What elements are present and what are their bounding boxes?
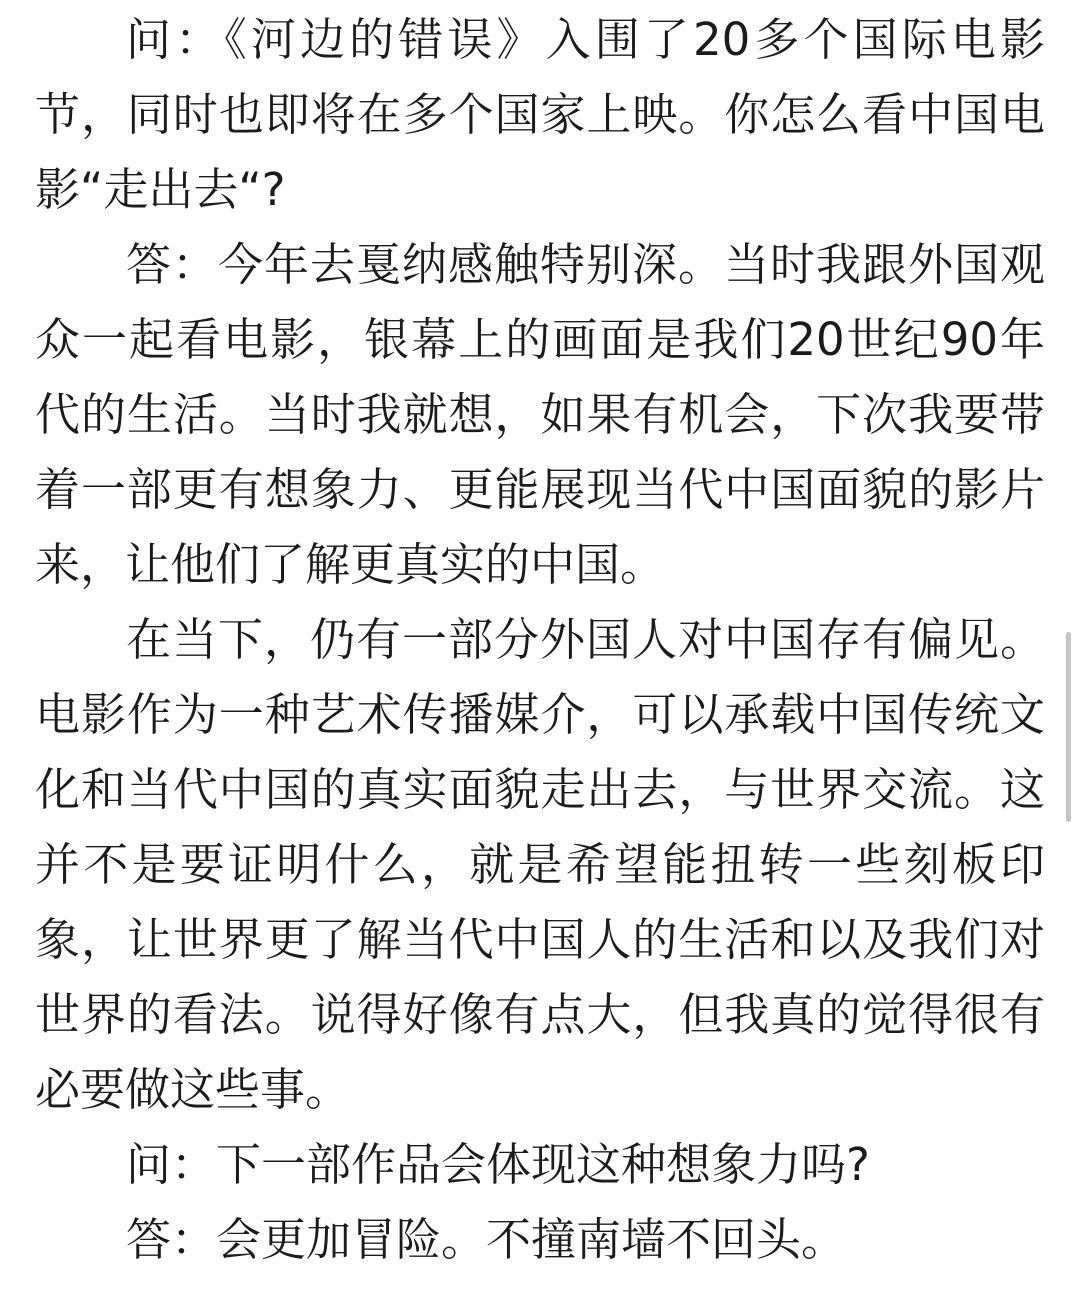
text-line: 众一起看电影，银幕上的画面是我们20世纪90年 [35,313,1045,366]
answer-paragraph [35,1202,1045,1277]
text-line: 化和当代中国的真实面貌走出去，与世界交流。这 [35,763,1045,816]
question-paragraph [35,1127,1045,1202]
text-line: 影“走出去“? [35,163,286,216]
text-line: 在当下，仍有一部分外国人对中国存有偏见。 [126,613,1045,666]
text-line: 必要做这些事。 [35,1063,351,1116]
answer-continued-paragraph [35,602,1045,1127]
interview-article [35,2,1045,1277]
text-line: 着一部更有想象力、更能展现当代中国面貌的影片 [35,463,1045,516]
scrollbar-thumb[interactable] [1066,632,1071,822]
text-line: 象，让世界更了解当代中国人的生活和以及我们对 [35,913,1045,966]
text-line: 代的生活。当时我就想，如果有机会，下次我要带 [35,388,1045,441]
text-line: 答：会更加冒险。不撞南墙不回头。 [126,1213,847,1266]
text-line: 电影作为一种艺术传播媒介，可以承载中国传统文 [35,688,1045,741]
answer-paragraph [35,227,1045,602]
text-line: 来，让他们了解更真实的中国。 [35,538,666,591]
text-line: 并不是要证明什么，就是希望能扭转一些刻板印 [35,838,1045,891]
text-line: 节，同时也即将在多个国家上映。你怎么看中国电 [35,88,1045,141]
text-line: 问：下一部作品会体现这种想象力吗? [126,1138,870,1191]
text-line: 答：今年去戛纳感触特别深。当时我跟外国观 [126,238,1045,291]
text-line: 问：《河边的错误》入围了20多个国际电影 [126,13,1045,66]
question-paragraph [35,2,1045,227]
text-line: 世界的看法。说得好像有点大，但我真的觉得很有 [35,988,1045,1041]
